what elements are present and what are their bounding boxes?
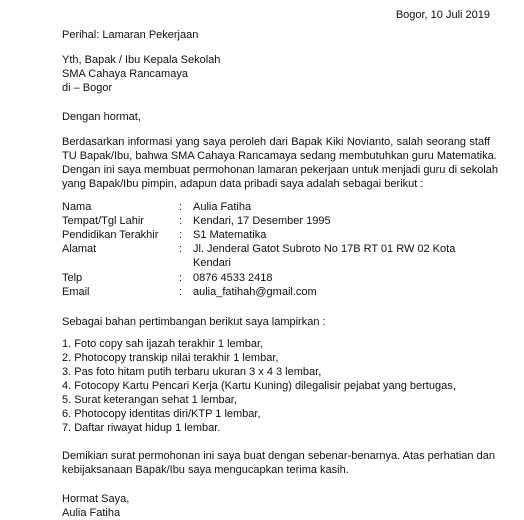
attachment-item: 1. Foto copy sah ijazah terakhir 1 lembar, (62, 338, 264, 350)
field-label: Tempat/Tgl Lahir (62, 215, 144, 227)
recipient-line: di – Bogor (62, 82, 113, 94)
intro-line: Dengan ini saya membuat permohonan lamaran pekerjaan untuk menjadi guru di sekolah (62, 164, 498, 176)
signoff: Hormat Saya, (62, 493, 130, 505)
attachment-item: 5. Surat keterangan sehat 1 lembar, (62, 394, 237, 406)
attachment-item: 4. Fotocopy Kartu Pencari Kerja (Kartu Kuning) dilegalisir pejabat yang bertugas, (62, 380, 456, 392)
field-label: Email (62, 286, 90, 298)
field-label: Alamat (62, 243, 97, 255)
letter-date: Bogor, 10 Juli 2019 (395, 9, 490, 21)
field-colon: : (179, 201, 183, 213)
attachment-item: 2. Photocopy transkip nilai terakhir 1 lembar, (62, 352, 279, 364)
field-colon: : (179, 286, 183, 298)
field-colon: : (179, 215, 183, 227)
subject-line: Perihal: Lamaran Pekerjaan (62, 29, 199, 41)
attachments-intro: Sebagai bahan pertimbangan berikut saya lampirkan : (62, 316, 326, 328)
intro-line: TU Bapak/Ibu, bahwa SMA Cahaya Rancamaya sedang membutuhkan guru Matematika. (62, 150, 497, 162)
attachment-item: 7. Daftar riwayat hidup 1 lembar. (62, 422, 221, 434)
field-value: Kendari, 17 Desember 1995 (193, 215, 331, 227)
closing-line: Demikian surat permohonan ini saya buat dengan sebenar-benarnya. Atas perhatian dan (62, 450, 495, 462)
attachment-item: 3. Pas foto hitam putih terbaru ukuran 3 x 4 3 lembar, (62, 366, 322, 378)
intro-line: yang Bapak/Ibu pimpin, adapun data pribadi saya adalah sebagai berikut : (62, 178, 424, 190)
field-value: S1 Matematika (193, 229, 267, 241)
recipient-line: SMA Cahaya Rancamaya (62, 68, 188, 80)
field-colon: : (179, 243, 183, 255)
recipient-line: Yth, Bapak / Ibu Kepala Sekolah (62, 54, 221, 66)
field-label: Pendidikan Terakhir (62, 229, 159, 241)
field-colon: : (179, 229, 183, 241)
attachment-item: 6. Photocopy identitas diri/KTP 1 lembar, (62, 408, 261, 420)
field-value: 0876 4533 2418 (193, 272, 273, 284)
field-value: Aulia Fatiha (193, 201, 252, 213)
intro-line: Berdasarkan informasi yang saya peroleh dari Bapak Kiki Novianto, salah seorang staff (62, 136, 490, 148)
signer-name: Aulia Fatiha (62, 507, 121, 519)
greeting: Dengan hormat, (62, 111, 141, 123)
field-label: Telp (62, 272, 83, 284)
field-colon: : (179, 272, 183, 284)
field-value: Jl. Jenderal Gatot Subroto No 17B RT 01 RW 02 Kota (193, 243, 456, 255)
closing-line: kebijaksanaan Bapak/Ibu saya mengucapkan terima kasih. (62, 464, 349, 476)
field-value-continued: Kendari (193, 257, 231, 269)
field-label: Nama (62, 201, 92, 213)
email-value: aulia_fatihah@gmail.com (193, 286, 317, 298)
